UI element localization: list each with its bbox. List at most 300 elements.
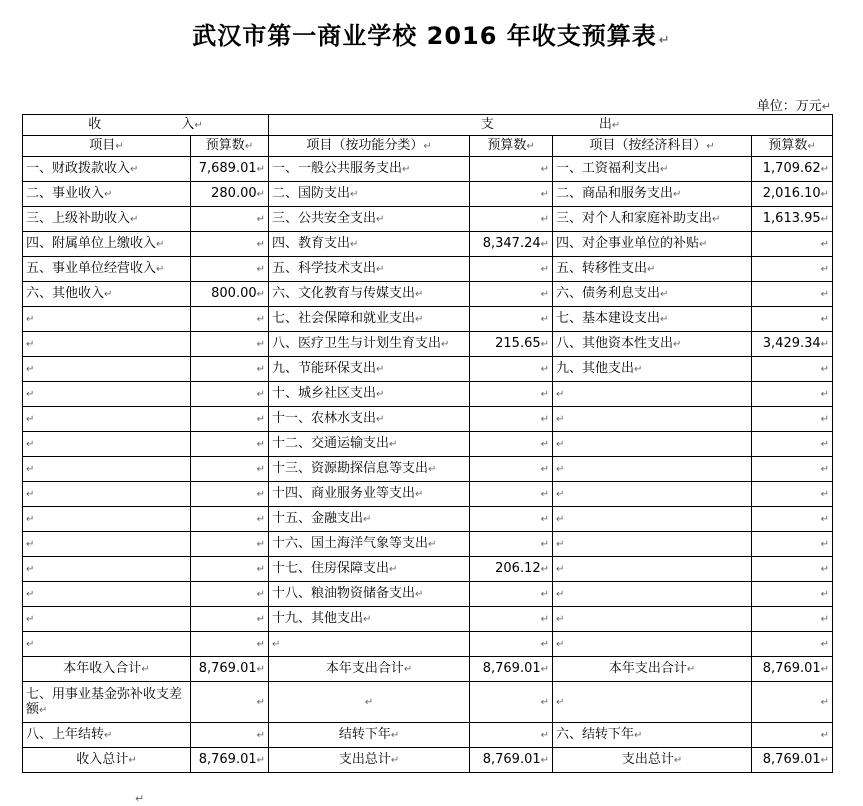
paragraph-mark-icon: ↵ bbox=[540, 214, 550, 225]
cell-text: 8,769.01 bbox=[198, 752, 257, 767]
paragraph-mark-icon: ↵ bbox=[820, 489, 830, 500]
paragraph-mark-icon: ↵ bbox=[256, 514, 266, 525]
paragraph-mark-icon: ↵ bbox=[540, 589, 550, 600]
expense-header-char: 支 bbox=[480, 117, 494, 132]
paragraph-mark-icon: ↵ bbox=[141, 664, 150, 675]
table-row bbox=[23, 432, 833, 457]
fund-func-value bbox=[470, 682, 553, 723]
income-amount-cell bbox=[191, 257, 269, 282]
paragraph-mark-icon: ↵ bbox=[540, 164, 550, 175]
paragraph-mark-icon: ↵ bbox=[660, 314, 669, 325]
income-item-cell bbox=[23, 557, 191, 582]
income-amount-cell bbox=[191, 207, 269, 232]
paragraph-mark-icon: ↵ bbox=[256, 439, 266, 450]
income-item-cell bbox=[23, 482, 191, 507]
func-amount-cell bbox=[470, 507, 553, 532]
paragraph-mark-icon: ↵ bbox=[363, 614, 372, 625]
func-amount-cell bbox=[470, 632, 553, 657]
paragraph-mark-icon: ↵ bbox=[556, 564, 565, 575]
cell-text: 280.00 bbox=[211, 186, 257, 201]
paragraph-mark-icon: ↵ bbox=[376, 264, 385, 275]
cell-text: 四、对企事业单位的补贴 bbox=[556, 236, 700, 251]
paragraph-mark-icon: ↵ bbox=[820, 614, 830, 625]
func-amount-cell bbox=[470, 607, 553, 632]
paragraph-mark-icon: ↵ bbox=[256, 189, 266, 200]
paragraph-mark-icon: ↵ bbox=[156, 239, 165, 250]
cell-text: 7,689.01 bbox=[198, 161, 257, 176]
func-amount-cell bbox=[470, 157, 553, 182]
income-item-cell bbox=[23, 507, 191, 532]
paragraph-mark-icon: ↵ bbox=[540, 339, 550, 350]
cell-text: 七、社会保障和就业支出 bbox=[272, 311, 416, 326]
econ-amount-cell bbox=[752, 232, 833, 257]
paragraph-mark-icon: ↵ bbox=[673, 339, 682, 350]
col-header-income-item bbox=[23, 136, 191, 157]
paragraph-mark-icon: ↵ bbox=[820, 389, 830, 400]
income-item-cell bbox=[23, 382, 191, 407]
func-amount-cell bbox=[470, 532, 553, 557]
fund-func-label bbox=[269, 682, 470, 723]
year-expense-econ-value bbox=[752, 657, 833, 682]
func-item-cell bbox=[269, 207, 470, 232]
unit-text: 单位：万元 bbox=[756, 99, 822, 114]
cell-text: 六、文化教育与传媒支出 bbox=[272, 286, 416, 301]
paragraph-mark-icon: ↵ bbox=[350, 239, 359, 250]
cell-text: 一、财政拨款收入 bbox=[26, 161, 131, 176]
cell-text: 十三、资源勘探信息等支出 bbox=[272, 461, 429, 476]
paragraph-mark-icon: ↵ bbox=[686, 664, 696, 675]
paragraph-mark-icon: ↵ bbox=[256, 214, 266, 225]
func-item-cell bbox=[269, 257, 470, 282]
income-amount-cell bbox=[191, 507, 269, 532]
income-item-cell bbox=[23, 407, 191, 432]
paragraph-mark-icon: ↵ bbox=[256, 414, 266, 425]
econ-amount-cell bbox=[752, 482, 833, 507]
income-item-cell bbox=[23, 607, 191, 632]
paragraph-mark-icon: ↵ bbox=[820, 164, 830, 175]
cell-text: 十六、国土海洋气象等支出 bbox=[272, 536, 429, 551]
paragraph-mark-icon: ↵ bbox=[256, 489, 266, 500]
paragraph-mark-icon: ↵ bbox=[26, 339, 35, 350]
paragraph-mark-icon: ↵ bbox=[820, 539, 830, 550]
paragraph-mark-icon: ↵ bbox=[376, 364, 385, 375]
paragraph-mark-icon: ↵ bbox=[820, 439, 830, 450]
table-row bbox=[23, 582, 833, 607]
paragraph-mark-icon: ↵ bbox=[540, 664, 550, 675]
paragraph-mark-icon: ↵ bbox=[26, 439, 35, 450]
table-row bbox=[23, 332, 833, 357]
paragraph-mark-icon: ↵ bbox=[556, 639, 565, 650]
func-item-cell bbox=[269, 632, 470, 657]
paragraph-mark-icon: ↵ bbox=[26, 364, 35, 375]
col-header-econ-item bbox=[553, 136, 752, 157]
paragraph-mark-icon: ↵ bbox=[130, 164, 139, 175]
cell-text: 800.00 bbox=[211, 286, 257, 301]
cell-text: 收入总计 bbox=[76, 752, 129, 767]
year-income-label bbox=[23, 657, 191, 682]
paragraph-mark-icon: ↵ bbox=[256, 314, 266, 325]
func-item-cell bbox=[269, 507, 470, 532]
income-header-char: 入 bbox=[181, 117, 195, 132]
paragraph-mark-icon: ↵ bbox=[820, 239, 830, 250]
paragraph-mark-icon: ↵ bbox=[540, 389, 550, 400]
func-item-cell bbox=[269, 282, 470, 307]
paragraph-mark-icon: ↵ bbox=[634, 730, 643, 741]
paragraph-mark-icon: ↵ bbox=[256, 264, 266, 275]
paragraph-mark-icon: ↵ bbox=[256, 564, 266, 575]
paragraph-mark-icon: ↵ bbox=[820, 514, 830, 525]
econ-item-cell bbox=[553, 232, 752, 257]
econ-item-cell bbox=[553, 207, 752, 232]
func-amount-cell bbox=[470, 482, 553, 507]
cell-text: 1,709.62 bbox=[762, 161, 821, 176]
econ-item-cell bbox=[553, 157, 752, 182]
income-item-cell bbox=[23, 257, 191, 282]
grand-expense-func-label bbox=[269, 748, 470, 773]
econ-amount-cell bbox=[752, 157, 833, 182]
paragraph-mark-icon: ↵ bbox=[26, 514, 35, 525]
cell-text: 支出总计 bbox=[338, 752, 391, 767]
func-item-cell bbox=[269, 307, 470, 332]
func-item-cell bbox=[269, 407, 470, 432]
paragraph-mark-icon: ↵ bbox=[540, 539, 550, 550]
paragraph-mark-icon: ↵ bbox=[256, 389, 266, 400]
paragraph-mark-icon: ↵ bbox=[673, 189, 682, 200]
paragraph-mark-icon: ↵ bbox=[256, 364, 266, 375]
paragraph-mark-icon: ↵ bbox=[706, 141, 715, 152]
func-amount-cell bbox=[470, 332, 553, 357]
table-row bbox=[23, 532, 833, 557]
paragraph-mark-icon: ↵ bbox=[540, 755, 550, 766]
paragraph-mark-icon: ↵ bbox=[256, 339, 266, 350]
paragraph-mark-icon: ↵ bbox=[540, 364, 550, 375]
prev-year-value bbox=[191, 723, 269, 748]
paragraph-mark-icon: ↵ bbox=[428, 539, 437, 550]
paragraph-mark-icon: ↵ bbox=[363, 514, 372, 525]
paragraph-mark-icon: ↵ bbox=[403, 664, 413, 675]
func-amount-cell bbox=[470, 382, 553, 407]
func-item-cell bbox=[269, 157, 470, 182]
cell-text: 九、其他支出 bbox=[556, 361, 635, 376]
paragraph-mark-icon: ↵ bbox=[256, 614, 266, 625]
cell-text: 本年支出合计 bbox=[325, 661, 404, 676]
income-amount-cell bbox=[191, 457, 269, 482]
paragraph-mark-icon: ↵ bbox=[26, 464, 35, 475]
econ-item-cell bbox=[553, 432, 752, 457]
paragraph-mark-icon: ↵ bbox=[104, 730, 113, 741]
func-amount-cell bbox=[470, 182, 553, 207]
income-item-cell bbox=[23, 457, 191, 482]
col-header-func-budget bbox=[470, 136, 553, 157]
paragraph-mark-icon: ↵ bbox=[540, 697, 550, 708]
carry-func-label bbox=[269, 723, 470, 748]
grand-expense-econ-value bbox=[752, 748, 833, 773]
paragraph-mark-icon: ↵ bbox=[39, 704, 48, 716]
paragraph-mark-icon: ↵ bbox=[194, 120, 203, 131]
income-item-cell bbox=[23, 357, 191, 382]
econ-amount-cell bbox=[752, 282, 833, 307]
income-item-cell bbox=[23, 582, 191, 607]
paragraph-mark-icon: ↵ bbox=[389, 564, 398, 575]
econ-item-cell bbox=[553, 407, 752, 432]
cell-text: 六、结转下年 bbox=[556, 727, 635, 742]
econ-amount-cell bbox=[752, 457, 833, 482]
col-header-text: 预算数 bbox=[487, 138, 527, 153]
paragraph-mark-icon: ↵ bbox=[402, 164, 411, 175]
paragraph-mark-icon: ↵ bbox=[556, 389, 565, 400]
cell-text: 二、事业收入 bbox=[26, 186, 105, 201]
fund-label bbox=[23, 682, 191, 723]
paragraph-mark-icon: ↵ bbox=[130, 214, 139, 225]
col-header-econ-budget bbox=[752, 136, 833, 157]
income-item-cell bbox=[23, 232, 191, 257]
func-item-cell bbox=[269, 482, 470, 507]
trailing-paragraph-mark-icon: ↵ bbox=[135, 792, 145, 805]
paragraph-mark-icon: ↵ bbox=[647, 264, 656, 275]
econ-amount-cell bbox=[752, 182, 833, 207]
cell-text: 三、对个人和家庭补助支出 bbox=[556, 211, 713, 226]
cell-text: 五、科学技术支出 bbox=[272, 261, 377, 276]
paragraph-mark-icon: ↵ bbox=[540, 289, 550, 300]
cell-text: 1,613.95 bbox=[762, 211, 821, 226]
cell-text: 206.12 bbox=[495, 561, 541, 576]
econ-amount-cell bbox=[752, 532, 833, 557]
income-item-cell bbox=[23, 207, 191, 232]
econ-item-cell bbox=[553, 382, 752, 407]
func-amount-cell bbox=[470, 207, 553, 232]
econ-item-cell bbox=[553, 632, 752, 657]
paragraph-mark-icon: ↵ bbox=[26, 564, 35, 575]
func-amount-cell bbox=[470, 457, 553, 482]
paragraph-mark-icon: ↵ bbox=[820, 414, 830, 425]
income-amount-cell bbox=[191, 632, 269, 657]
cell-text: 8,347.24 bbox=[482, 236, 541, 251]
econ-amount-cell bbox=[752, 557, 833, 582]
col-header-income-budget bbox=[191, 136, 269, 157]
budget-table bbox=[22, 114, 833, 773]
paragraph-mark-icon: ↵ bbox=[540, 489, 550, 500]
year-expense-econ-label bbox=[553, 657, 752, 682]
carry-func-value bbox=[470, 723, 553, 748]
cell-text: 三、上级补助收入 bbox=[26, 211, 131, 226]
cell-text: 十七、住房保障支出 bbox=[272, 561, 390, 576]
cell-text: 十九、其他支出 bbox=[272, 611, 364, 626]
func-item-cell bbox=[269, 432, 470, 457]
econ-amount-cell bbox=[752, 507, 833, 532]
col-header-text: 项目（按经济科目） bbox=[589, 138, 707, 153]
grand-income-label bbox=[23, 748, 191, 773]
paragraph-mark-icon: ↵ bbox=[256, 589, 266, 600]
cell-text: 五、事业单位经营收入 bbox=[26, 261, 157, 276]
cell-text: 六、其他收入 bbox=[26, 286, 105, 301]
paragraph-mark-icon: ↵ bbox=[389, 439, 398, 450]
econ-item-cell bbox=[553, 457, 752, 482]
paragraph-mark-icon: ↵ bbox=[820, 289, 830, 300]
paragraph-mark-icon: ↵ bbox=[658, 33, 671, 48]
fund-econ-label bbox=[553, 682, 752, 723]
cell-text: 八、医疗卫生与计划生育支出 bbox=[272, 336, 442, 351]
cell-text: 四、附属单位上缴收入 bbox=[26, 236, 157, 251]
econ-amount-cell bbox=[752, 307, 833, 332]
paragraph-mark-icon: ↵ bbox=[820, 589, 830, 600]
page-title bbox=[0, 16, 863, 51]
paragraph-mark-icon: ↵ bbox=[156, 264, 165, 275]
paragraph-mark-icon: ↵ bbox=[26, 389, 35, 400]
cell-text: 3,429.34 bbox=[762, 336, 821, 351]
paragraph-mark-icon: ↵ bbox=[820, 339, 830, 350]
paragraph-mark-icon: ↵ bbox=[26, 414, 35, 425]
budget-body bbox=[23, 157, 833, 657]
func-item-cell bbox=[269, 332, 470, 357]
func-amount-cell bbox=[470, 232, 553, 257]
paragraph-mark-icon: ↵ bbox=[272, 639, 281, 650]
income-amount-cell bbox=[191, 182, 269, 207]
year-expense-func-value bbox=[470, 657, 553, 682]
paragraph-mark-icon: ↵ bbox=[540, 614, 550, 625]
paragraph-mark-icon: ↵ bbox=[256, 697, 266, 708]
year-total-row bbox=[23, 657, 833, 682]
fund-row bbox=[23, 682, 833, 723]
paragraph-mark-icon: ↵ bbox=[364, 697, 374, 708]
cell-text: 十、城乡社区支出 bbox=[272, 386, 377, 401]
cell-text: 8,769.01 bbox=[482, 661, 541, 676]
paragraph-mark-icon: ↵ bbox=[820, 314, 830, 325]
cell-text: 结转下年 bbox=[338, 727, 391, 742]
table-row bbox=[23, 632, 833, 657]
cell-text: 8,769.01 bbox=[762, 661, 821, 676]
econ-item-cell bbox=[553, 532, 752, 557]
paragraph-mark-icon: ↵ bbox=[540, 514, 550, 525]
paragraph-mark-icon: ↵ bbox=[104, 189, 113, 200]
income-amount-cell bbox=[191, 607, 269, 632]
paragraph-mark-icon: ↵ bbox=[556, 464, 565, 475]
paragraph-mark-icon: ↵ bbox=[540, 439, 550, 450]
econ-amount-cell bbox=[752, 382, 833, 407]
econ-item-cell bbox=[553, 307, 752, 332]
paragraph-mark-icon: ↵ bbox=[256, 755, 266, 766]
paragraph-mark-icon: ↵ bbox=[104, 289, 113, 300]
table-row bbox=[23, 282, 833, 307]
income-amount-cell bbox=[191, 432, 269, 457]
paragraph-mark-icon: ↵ bbox=[540, 730, 550, 741]
func-item-cell bbox=[269, 232, 470, 257]
econ-item-cell bbox=[553, 257, 752, 282]
paragraph-mark-icon: ↵ bbox=[26, 614, 35, 625]
paragraph-mark-icon: ↵ bbox=[26, 539, 35, 550]
cell-text: 十五、金融支出 bbox=[272, 511, 364, 526]
income-amount-cell bbox=[191, 382, 269, 407]
cell-text: 四、教育支出 bbox=[272, 236, 351, 251]
table-row bbox=[23, 607, 833, 632]
grand-income-value bbox=[191, 748, 269, 773]
paragraph-mark-icon: ↵ bbox=[244, 141, 254, 152]
table-row bbox=[23, 457, 833, 482]
paragraph-mark-icon: ↵ bbox=[415, 589, 424, 600]
func-item-cell bbox=[269, 457, 470, 482]
paragraph-mark-icon: ↵ bbox=[390, 730, 400, 741]
paragraph-mark-icon: ↵ bbox=[256, 730, 266, 741]
func-item-cell bbox=[269, 382, 470, 407]
econ-amount-cell bbox=[752, 357, 833, 382]
col-header-text: 项目（按功能分类） bbox=[306, 138, 424, 153]
paragraph-mark-icon: ↵ bbox=[415, 489, 424, 500]
paragraph-mark-icon: ↵ bbox=[820, 664, 830, 675]
income-item-cell bbox=[23, 182, 191, 207]
econ-amount-cell bbox=[752, 257, 833, 282]
func-amount-cell bbox=[470, 357, 553, 382]
table-row bbox=[23, 357, 833, 382]
year-income-value bbox=[191, 657, 269, 682]
table-row bbox=[23, 557, 833, 582]
income-item-cell bbox=[23, 332, 191, 357]
paragraph-mark-icon: ↵ bbox=[415, 314, 424, 325]
cell-text: 十四、商业服务业等支出 bbox=[272, 486, 416, 501]
table-row bbox=[23, 207, 833, 232]
cell-text: 2,016.10 bbox=[762, 186, 821, 201]
paragraph-mark-icon: ↵ bbox=[26, 589, 35, 600]
income-item-cell bbox=[23, 157, 191, 182]
paragraph-mark-icon: ↵ bbox=[556, 489, 565, 500]
econ-amount-cell bbox=[752, 432, 833, 457]
fund-econ-value bbox=[752, 682, 833, 723]
paragraph-mark-icon: ↵ bbox=[660, 164, 669, 175]
econ-item-cell bbox=[553, 607, 752, 632]
paragraph-mark-icon: ↵ bbox=[556, 439, 565, 450]
paragraph-mark-icon: ↵ bbox=[526, 141, 535, 152]
cell-text: 二、商品和服务支出 bbox=[556, 186, 674, 201]
func-amount-cell bbox=[470, 432, 553, 457]
func-item-cell bbox=[269, 182, 470, 207]
paragraph-mark-icon: ↵ bbox=[423, 141, 432, 152]
paragraph-mark-icon: ↵ bbox=[128, 755, 137, 766]
prev-year-label bbox=[23, 723, 191, 748]
paragraph-mark-icon: ↵ bbox=[556, 589, 565, 600]
table-row bbox=[23, 232, 833, 257]
fund-value bbox=[191, 682, 269, 723]
carry-econ-label bbox=[553, 723, 752, 748]
header-row-columns bbox=[23, 136, 833, 157]
paragraph-mark-icon: ↵ bbox=[441, 339, 450, 350]
paragraph-mark-icon: ↵ bbox=[26, 639, 35, 650]
cell-text: 一、工资福利支出 bbox=[556, 161, 661, 176]
table-row bbox=[23, 407, 833, 432]
cell-text: 十一、农林水支出 bbox=[272, 411, 377, 426]
col-header-text: 预算数 bbox=[768, 138, 808, 153]
func-item-cell bbox=[269, 532, 470, 557]
paragraph-mark-icon: ↵ bbox=[820, 189, 830, 200]
paragraph-mark-icon: ↵ bbox=[415, 289, 424, 300]
cell-text: 十二、交通运输支出 bbox=[272, 436, 390, 451]
econ-item-cell bbox=[553, 557, 752, 582]
cell-text: 二、国防支出 bbox=[272, 186, 351, 201]
income-item-cell bbox=[23, 307, 191, 332]
unit-label bbox=[757, 95, 831, 114]
paragraph-mark-icon: ↵ bbox=[540, 314, 550, 325]
econ-item-cell bbox=[553, 507, 752, 532]
col-header-text: 项目 bbox=[89, 138, 116, 153]
func-amount-cell bbox=[470, 307, 553, 332]
econ-amount-cell bbox=[752, 632, 833, 657]
paragraph-mark-icon: ↵ bbox=[820, 564, 830, 575]
cell-text: 六、债务利息支出 bbox=[556, 286, 661, 301]
econ-amount-cell bbox=[752, 582, 833, 607]
income-item-cell bbox=[23, 632, 191, 657]
econ-amount-cell bbox=[752, 607, 833, 632]
func-item-cell bbox=[269, 582, 470, 607]
cell-text: 九、节能环保支出 bbox=[272, 361, 377, 376]
paragraph-mark-icon: ↵ bbox=[556, 614, 565, 625]
paragraph-mark-icon: ↵ bbox=[634, 364, 643, 375]
